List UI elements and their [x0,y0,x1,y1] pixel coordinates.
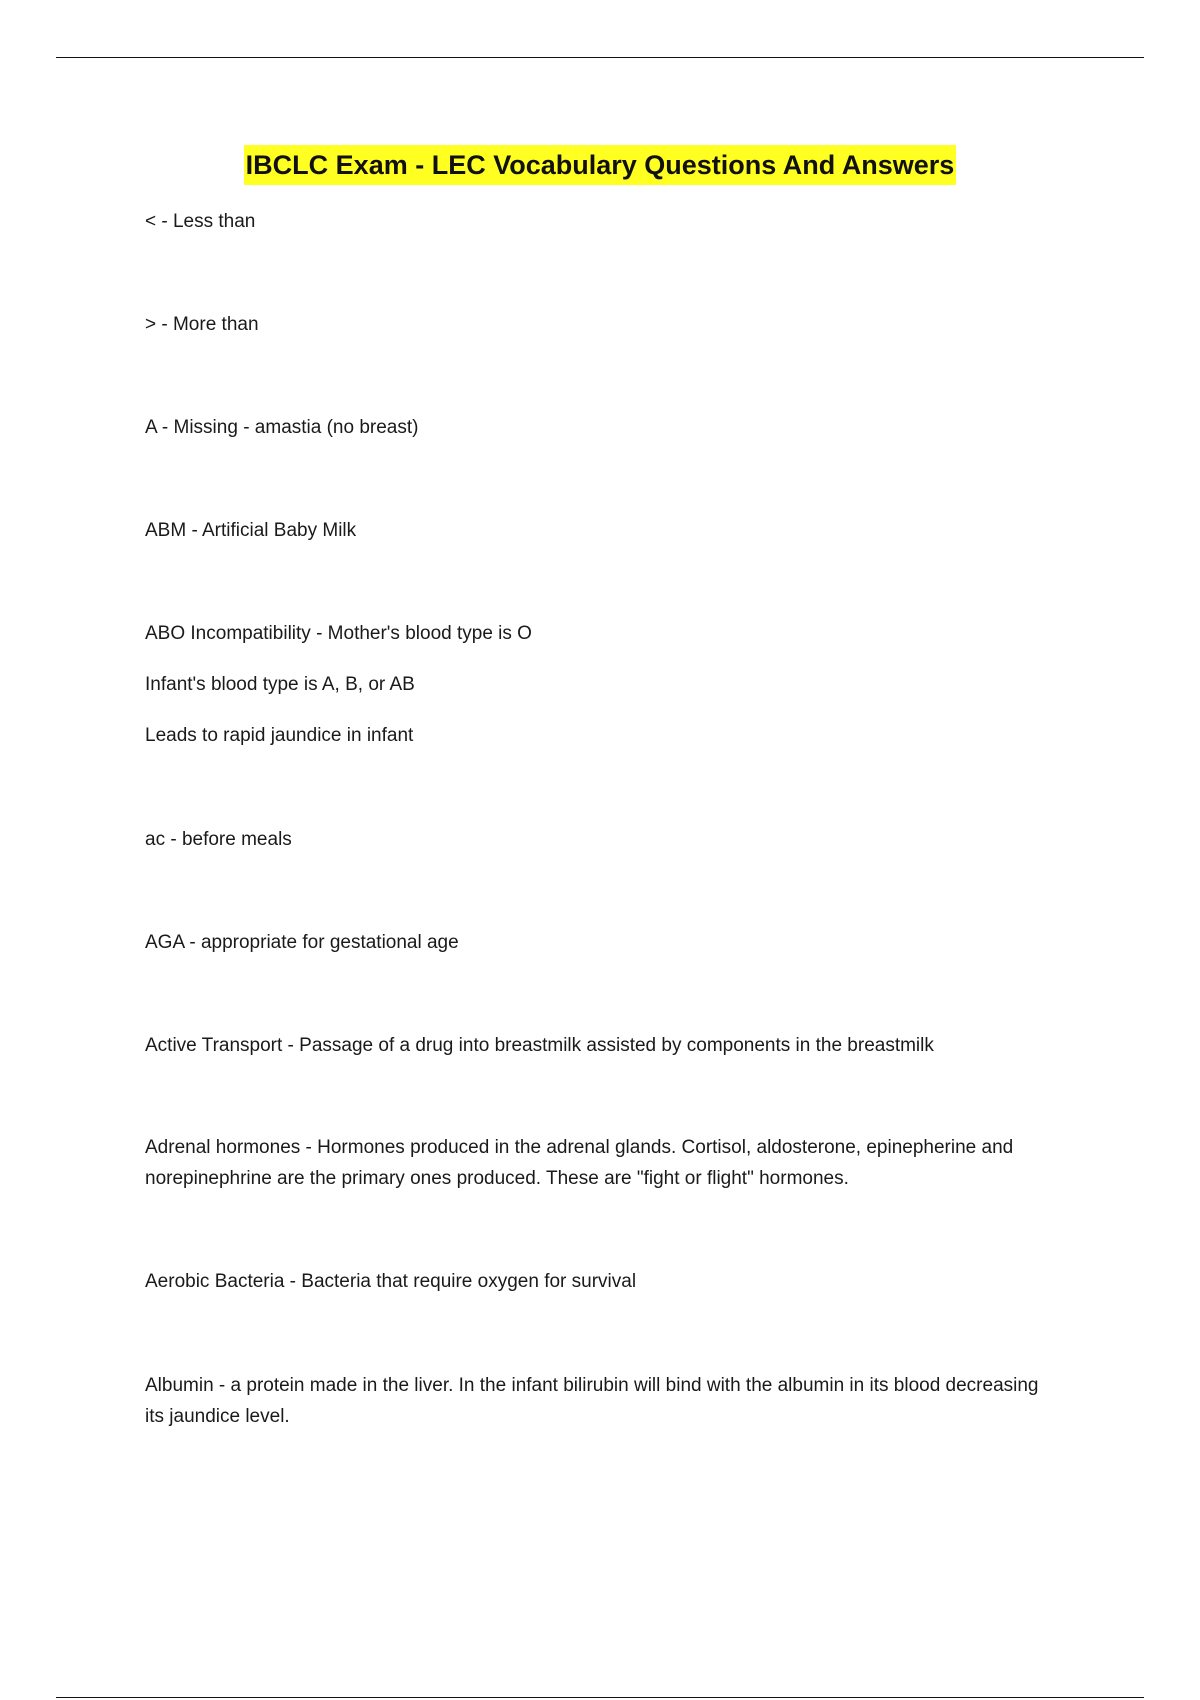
vocab-entry [145,310,259,340]
entry-text: Albumin - a protein made in the liver. In the infant bilirubin will bind with the albumin in its blood decreasing its jaundice level. [145,1375,1039,1427]
page-title: IBCLC Exam - LEC Vocabulary Questions And Answers [244,145,957,185]
vocab-entry [145,1370,1045,1432]
entry-text: AGA - appropriate for gestational age [145,932,459,953]
vocab-entry [145,207,255,237]
entry-text: Aerobic Bacteria - Bacteria that require oxygen for survival [145,1271,637,1292]
vocab-entry [145,413,418,443]
vocab-entry [145,516,356,546]
entry-text: ABO Incompatibility - Mother's blood type is O [145,623,532,644]
entry-text: Infant's blood type is A, B, or AB [145,674,415,695]
vocab-entry [145,1132,1095,1194]
footer-rule [56,1697,1144,1698]
entry-text: Active Transport - Passage of a drug into breastmilk assisted by components in the breastmilk [145,1035,934,1056]
entry-text: > - More than [145,314,259,335]
entry-text: Leads to rapid jaundice in infant [145,725,414,746]
entry-text: ac - before meals [145,829,292,850]
header-rule [56,57,1144,58]
entry-text: A - Missing - amastia (no breast) [145,417,419,438]
entry-text: ABM - Artificial Baby Milk [145,520,357,541]
vocab-entry [145,928,459,958]
vocab-entry [145,619,532,751]
vocab-entry [145,1267,636,1297]
vocab-entry [145,1031,934,1061]
vocab-entry [145,825,292,855]
entry-text: < - Less than [145,211,256,232]
title-container [0,145,1200,185]
entry-text: Adrenal hormones - Hormones produced in the adrenal glands. Cortisol, aldosterone, epinepherine and norepinephrine are the primary ones produced. These are "fight or flight" hormones. [145,1137,1014,1189]
